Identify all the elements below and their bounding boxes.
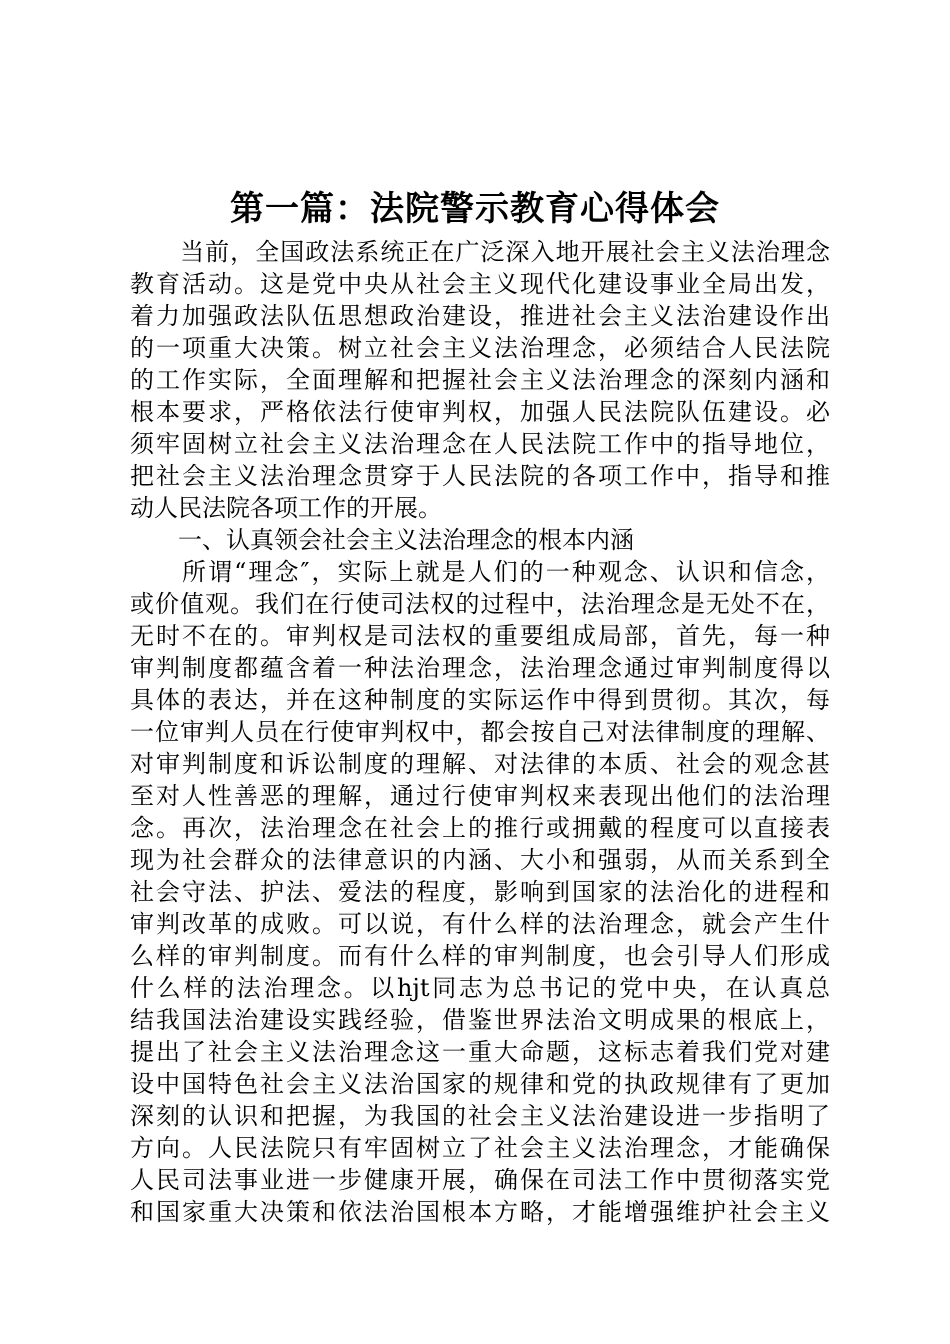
document-body	[130, 236, 830, 1228]
body-line: 着力加强政法队伍思想政治建设，推进社会主义法治建设作出	[130, 302, 830, 330]
body-line: 方向。人民法院只有牢固树立了社会主义法治理念，才能确保	[130, 1134, 830, 1162]
body-line: 什么样的法治理念。以hjt同志为总书记的党中央，在认真总	[130, 974, 830, 1002]
body-line: 须牢固树立社会主义法治理念在人民法院工作中的指导地位，	[130, 430, 830, 458]
body-line: 么样的审判制度。而有什么样的审判制度，也会引导人们形成	[130, 942, 830, 970]
body-line: 现为社会群众的法律意识的内涵、大小和强弱，从而关系到全	[130, 846, 830, 874]
body-line: 无时不在的。审判权是司法权的重要组成局部，首先，每一种	[130, 622, 830, 650]
body-line: 结我国法治建设实践经验，借鉴世界法治文明成果的根底上，	[130, 1006, 830, 1034]
body-line: 社会守法、护法、爱法的程度，影响到国家的法治化的进程和	[130, 878, 830, 906]
body-line: 或价值观。我们在行使司法权的过程中，法治理念是无处不在，	[130, 590, 830, 618]
body-line: 教育活动。这是党中央从社会主义现代化建设事业全局出发，	[130, 270, 830, 298]
body-line: 深刻的认识和把握，为我国的社会主义法治建设进一步指明了	[130, 1102, 830, 1130]
body-line: 设中国特色社会主义法治国家的规律和党的执政规律有了更加	[130, 1070, 830, 1098]
body-line: 的一项重大决策。树立社会主义法治理念，必须结合人民法院	[130, 334, 830, 362]
body-line: 把社会主义法治理念贯穿于人民法院的各项工作中，指导和推	[130, 462, 830, 490]
body-line: 当前，全国政法系统正在广泛深入地开展社会主义法治理念	[130, 238, 830, 266]
body-line: 根本要求，严格依法行使审判权，加强人民法院队伍建设。必	[130, 398, 830, 426]
body-line: 具体的表达，并在这种制度的实际运作中得到贯彻。其次，每	[130, 686, 830, 714]
body-line: 提出了社会主义法治理念这一重大命题，这标志着我们党对建	[130, 1038, 830, 1066]
body-line: 审判制度都蕴含着一种法治理念，法治理念通过审判制度得以	[130, 654, 830, 682]
section-heading: 一、认真领会社会主义法治理念的根本内涵	[130, 526, 634, 554]
body-line: 对审判制度和诉讼制度的理解、对法律的本质、社会的观念甚	[130, 750, 830, 778]
body-line: 一位审判人员在行使审判权中，都会按自己对法律制度的理解、	[130, 718, 830, 746]
body-line: 所谓“理念″，实际上就是人们的一种观念、认识和信念，	[130, 558, 830, 586]
body-line: 人民司法事业进一步健康开展，确保在司法工作中贯彻落实党	[130, 1166, 830, 1194]
body-line: 动人民法院各项工作的开展。	[130, 494, 442, 522]
document-title: 第一篇：法院警示教育心得体会	[230, 189, 720, 229]
body-line: 的工作实际，全面理解和把握社会主义法治理念的深刻内涵和	[130, 366, 830, 394]
body-line: 至对人性善恶的理解，通过行使审判权来表现出他们的法治理	[130, 782, 830, 810]
body-line: 审判改革的成败。可以说，有什么样的法治理念，就会产生什	[130, 910, 830, 938]
body-line: 念。再次，法治理念在社会上的推行或拥戴的程度可以直接表	[130, 814, 830, 842]
body-line: 和国家重大决策和依法治国根本方略，才能增强维护社会主义	[130, 1198, 830, 1226]
